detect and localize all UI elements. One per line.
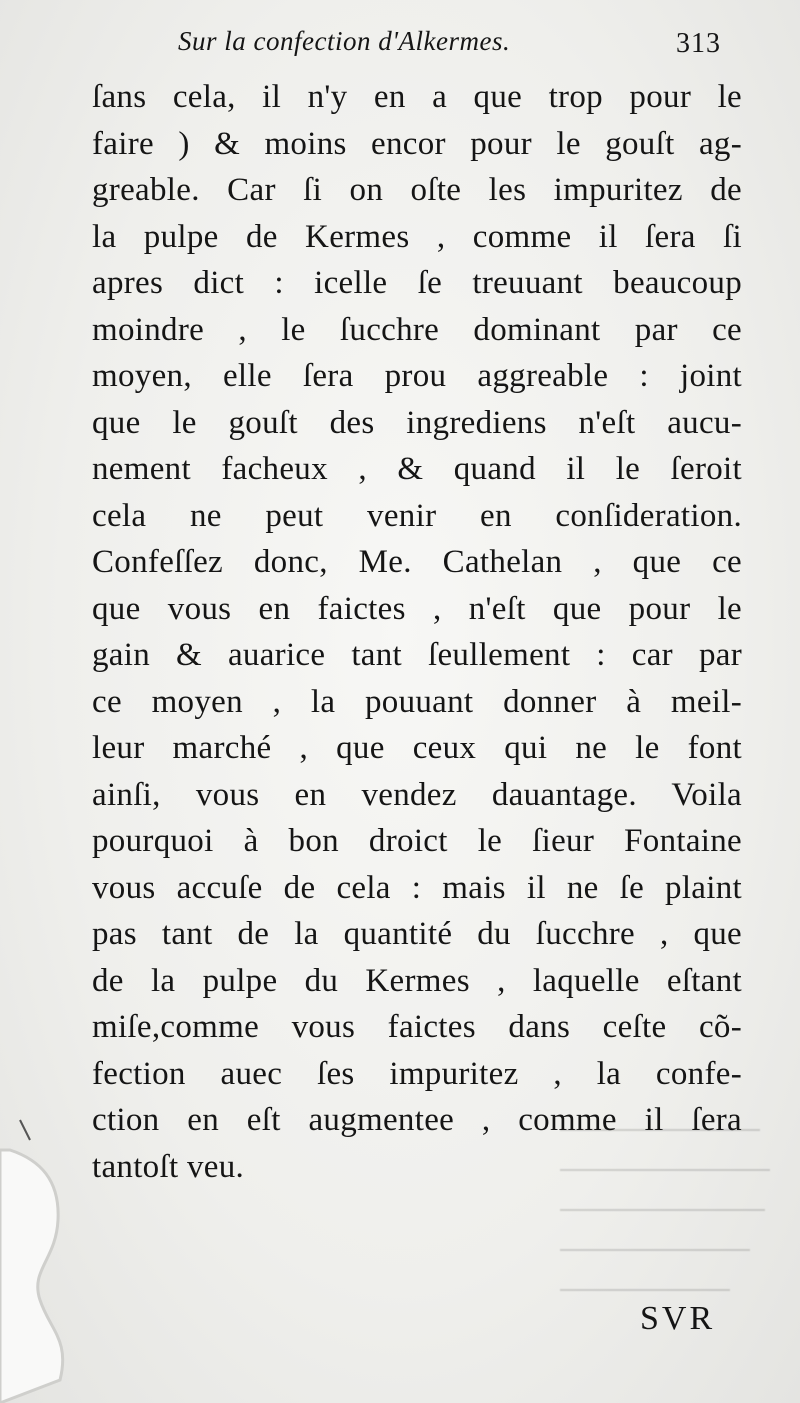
text-line: gain & auarice tant ſeullement : car par bbox=[92, 637, 742, 673]
text-line: nement facheux , & quand il le ſeroit bbox=[92, 451, 742, 487]
text-line: moindre , le ſucchre dominant par ce bbox=[92, 311, 742, 348]
text-line: fection auec ſes impuritez , la confe- bbox=[92, 1055, 742, 1092]
text-line: leur marché , que ceux qui ne le font bbox=[92, 730, 742, 766]
text-line-last: tantoſt veu. bbox=[92, 1148, 245, 1185]
text-line: pas tant de la quantité du ſucchre , que bbox=[92, 916, 742, 952]
text-line: moyen, elle ſera prou aggreable : joint bbox=[92, 358, 742, 394]
text-line: greable. Car ſi on oſte les impuritez de bbox=[92, 172, 742, 208]
running-head: Sur la confection d'Alkermes. bbox=[178, 26, 511, 56]
text-line: miſe,comme vous faictes dans ceſte cõ- bbox=[92, 1009, 742, 1045]
catchword: SVR bbox=[640, 1300, 716, 1337]
text-line: la pulpe de Kermes , comme il ſera ſi bbox=[92, 218, 742, 255]
text-line: que le gouſt des ingrediens n'eſt aucu- bbox=[92, 404, 742, 441]
page-number: 313 bbox=[676, 28, 721, 59]
text-line: ainſi, vous en vendez dauantage. Voila bbox=[92, 776, 742, 813]
body-text bbox=[92, 74, 742, 1190]
text-line: faire ) & moins encor pour le gouſt ag- bbox=[92, 125, 742, 162]
text-line: que vous en faictes , n'eſt que pour le bbox=[92, 590, 742, 627]
text-line: de la pulpe du Kermes , laquelle eſtant bbox=[92, 962, 742, 999]
text-line: Confeſſez donc, Me. Cathelan , que ce bbox=[92, 544, 742, 580]
text-line: ction en eſt augmentee , comme il ſera bbox=[92, 1102, 742, 1138]
text-line: ce moyen , la pouuant donner à meil- bbox=[92, 683, 742, 720]
text-line: cela ne peut venir en conſideration. bbox=[92, 497, 742, 534]
text-line: vous accuſe de cela : mais il ne ſe plaint bbox=[92, 869, 742, 906]
text-line: ſans cela, il n'y en a que trop pour le bbox=[92, 79, 742, 115]
text-line: apres dict : icelle ſe treuuant beaucoup bbox=[92, 265, 742, 301]
text-line: pourquoi à bon droict le ſieur Fontaine bbox=[92, 823, 742, 859]
